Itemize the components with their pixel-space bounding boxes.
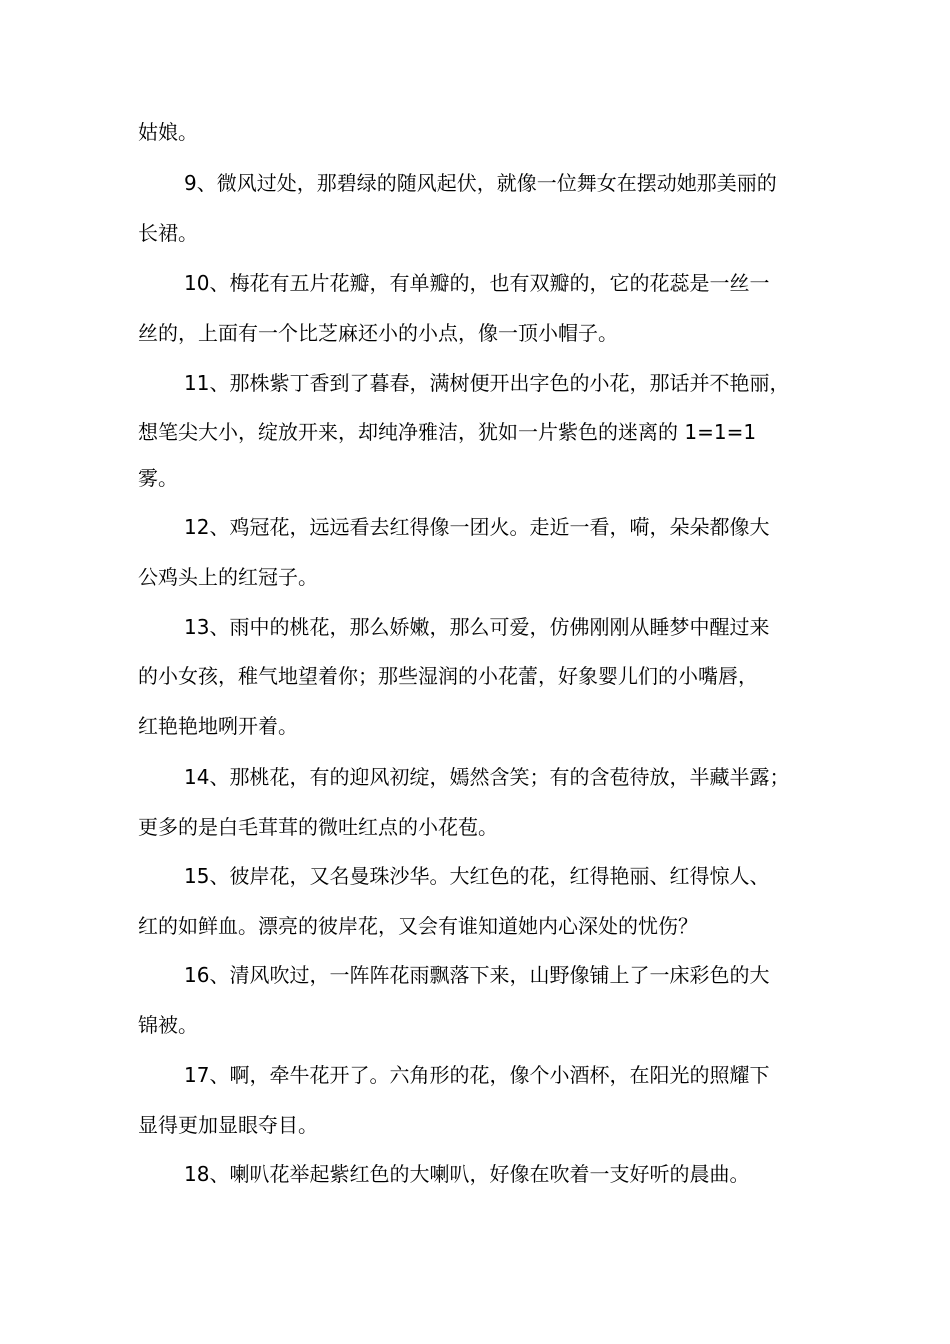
text-line: 红艳艳地咧开着。 (138, 714, 298, 738)
text-line: 雾。 (138, 466, 178, 490)
text-line: 14、那桃花，有的迎风初绽，嫣然含笑；有的含苞待放，半藏半露； (184, 765, 790, 789)
text-line: 显得更加显眼夺目。 (138, 1113, 318, 1137)
text-line: 长裙。 (138, 221, 198, 245)
text-line: 11、那株紫丁香到了暮春，满树便开出字色的小花，那话并不艳丽， (184, 371, 790, 395)
text-line: 16、清风吹过，一阵阵花雨飘落下来，山野像铺上了一床彩色的大 (184, 963, 770, 987)
text-line: 想笔尖大小，绽放开来，却纯净雅洁，犹如一片紫色的迷离的 1=1=1 (138, 420, 757, 444)
text-line: 更多的是白毛茸茸的微吐红点的小花苞。 (138, 815, 498, 839)
text-line: 9、微风过处，那碧绿的随风起伏，就像一位舞女在摆动她那美丽的 (184, 171, 777, 195)
text-line: 12、鸡冠花，远远看去红得像一团火。走近一看，嗬，朵朵都像大 (184, 515, 770, 539)
text-line: 锦被。 (138, 1013, 198, 1037)
text-line: 15、彼岸花，又名曼珠沙华。大红色的花，红得艳丽、红得惊人、 (184, 864, 770, 888)
text-line: 10、梅花有五片花瓣，有单瓣的，也有双瓣的，它的花蕊是一丝一 (184, 271, 770, 295)
text-line: 17、啊，牵牛花开了。六角形的花，像个小酒杯，在阳光的照耀下 (184, 1063, 770, 1087)
text-line: 红的如鲜血。漂亮的彼岸花，又会有谁知道她内心深处的忧伤？ (138, 914, 698, 938)
text-line: 的小女孩，稚气地望着你；那些湿润的小花蕾，好象婴儿们的小嘴唇， (138, 664, 758, 688)
text-line: 公鸡头上的红冠子。 (138, 565, 318, 589)
text-line: 丝的，上面有一个比芝麻还小的小点，像一顶小帽子。 (138, 321, 618, 345)
text-line: 18、喇叭花举起紫红色的大喇叭，好像在吹着一支好听的晨曲。 (184, 1162, 750, 1186)
text-line: 13、雨中的桃花，那么娇嫩，那么可爱，仿佛刚刚从睡梦中醒过来 (184, 615, 770, 639)
text-line: 姑娘。 (138, 120, 198, 144)
